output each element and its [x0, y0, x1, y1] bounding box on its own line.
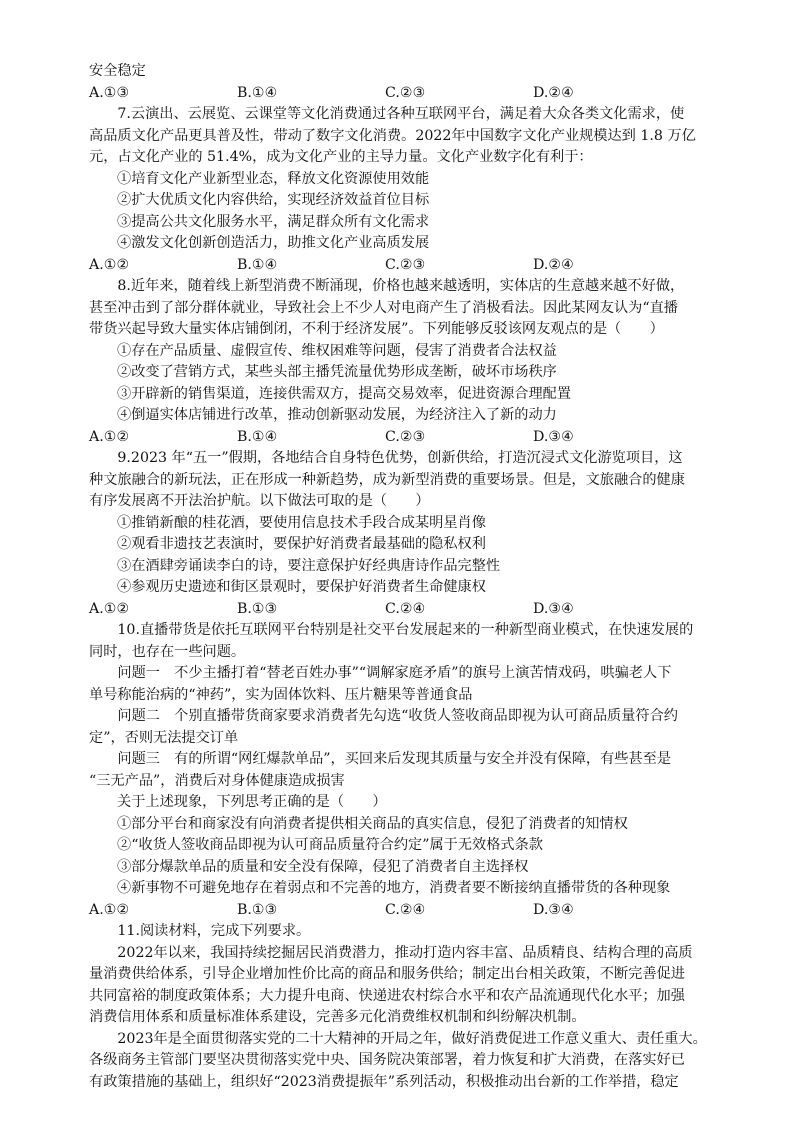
q9-choice-a[interactable]: A.①② — [89, 600, 130, 617]
q11-para1-line-1: 2022年以来，我国持续挖掘居民消费潜力，推动打造内容丰富、品质精良、结构合理的高质 — [117, 944, 693, 961]
q10-problem-2-text: 个别直播带货商家要求消费者先勾选“收货人签收商品即视为认可商品质量符合约 — [174, 708, 678, 724]
q9-stem-line-2: 种文旅融合的新玩法，正在形成一种新趋势，成为新型消费的重要场景。但是，文旅融合的健康 — [89, 471, 685, 488]
q8-option-1: ①存在产品质量、虚假宣传、维权困难等问题，侵害了消费者合法权益 — [117, 342, 557, 359]
q8-option-2: ②改变了营销方式，某些头部主播凭流量优势形成垄断，破坏市场秩序 — [117, 364, 557, 380]
q10-choice-a[interactable]: A.①② — [89, 901, 130, 918]
q10-choices — [89, 900, 737, 922]
exam-page — [89, 61, 737, 1093]
q10-option-1: ①部分平台和商家没有向消费者提供相关商品的真实信息，侵犯了消费者的知情权 — [117, 815, 628, 832]
q10-problem-3-text: 有的所谓“网红爆款单品”，买回来后发现其质量与安全并没有保障，有些甚至是 — [174, 751, 672, 767]
q7-choice-b[interactable]: B.①④ — [237, 256, 278, 273]
q10-question: 关于上述现象，下列思考正确的是（ ） — [117, 794, 387, 810]
q9-stem-line-1: 9.2023 年“五一”假期，各地结合自身特色优势，创新供给，打造沉浸式文化游览项目，这 — [117, 450, 683, 466]
q10-problem-1-line-1 — [89, 663, 737, 685]
q10-problem-2-label: 问题二 — [117, 708, 160, 724]
q8-option-3: ③开辟新的销售渠道，连接供需双方，提高交易效率，促进资源合理配置 — [117, 385, 572, 402]
q11-para2-line-1: 2023年是全面贯彻落实党的二十大精神的开局之年，做好消费促进工作意义重大、责任重大。 — [117, 1030, 707, 1047]
q11-para2-line-3: 有政策措施的基础上，组织好“2023消费提振年”系列活动，积极推动出台新的工作举措，稳定 — [89, 1073, 679, 1090]
q11-heading: 11.阅读材料，完成下列要求。 — [117, 923, 311, 939]
q7-option-1: ①培育文化产业新型业态，释放文化资源使用效能 — [117, 170, 430, 187]
q8-stem-line-2: 甚至冲击到了部分群体就业，导致社会上不少人对电商产生了消极看法。因此某网友认为“直播 — [89, 299, 678, 316]
q8-choice-c[interactable]: C.②③ — [385, 428, 426, 445]
q9-option-4: ④参观历史遗迹和街区景观时，要保护好消费者生命健康权 — [117, 579, 486, 595]
q10-problem-3-line-2: “三无产品”，消费后对身体健康造成损害 — [89, 772, 345, 789]
q8-choices — [89, 427, 737, 449]
q11-para1-line-3: 共同富裕的制度政策体系；大力提升电商、快递进农村综合水平和农产品流通现代化水平；加强 — [89, 987, 685, 1004]
q10-problem-2-line-2: 定”，否则无法提交订单 — [89, 729, 239, 746]
q6-tail-text: 安全稳定 — [89, 63, 146, 79]
q8-stem-line-3: 带货兴起导致大量实体店铺倒闭，不利于经济发展”。下列能够反驳该网友观点的是（ ） — [89, 321, 664, 337]
q10-option-3: ③部分爆款单品的质量和安全没有保障，侵犯了消费者自主选择权 — [117, 858, 529, 875]
q7-choice-a[interactable]: A.①② — [89, 256, 130, 273]
q8-choice-d[interactable]: D.③④ — [533, 428, 574, 445]
q8-choice-a[interactable]: A.①② — [89, 428, 130, 445]
q10-problem-1-label: 问题一 — [117, 665, 160, 681]
q6-choice-b[interactable]: B.①④ — [237, 84, 278, 101]
q9-choice-d[interactable]: D.③④ — [533, 600, 574, 617]
q7-stem-line-2: 高品质文化产品更具普及性，带动了数字文化消费。2022年中国数字文化产业规模达到 1.8 万亿 — [89, 127, 696, 144]
q9-stem-line-3: 有序发展离不开法治护航。以下做法可取的是（ ） — [89, 493, 430, 509]
q6-choices — [89, 83, 737, 105]
q10-problem-3-label: 问题三 — [117, 751, 160, 767]
q11-para1-line-2: 量消费供给体系，引导企业增加性价比高的商品和服务供给；制定出台相关政策，不断完善促进 — [89, 966, 685, 982]
q8-option-4: ④倒逼实体店铺进行改革，推动创新驱动发展，为经济注入了新的动力 — [117, 407, 557, 423]
q8-stem-line-1: 8.近年来，随着线上新型消费不断涌现，价格也越来越透明，实体店的生意越来越不好做， — [117, 278, 685, 294]
q10-problem-1-text: 不少主播打着“替老百姓办事”“调解家庭矛盾”的旗号上演苦情戏码，哄骗老人下 — [174, 665, 672, 681]
q7-option-3: ③提高公共文化服务水平，满足群众所有文化需求 — [117, 213, 430, 230]
q7-choice-d[interactable]: D.②④ — [533, 256, 574, 273]
q10-stem-line-1: 10.直播带货是依托互联网平台特别是社交平台发展起来的一种新型商业模式，在快速发展的 — [117, 622, 694, 638]
q9-choices — [89, 599, 737, 621]
q11-para1-line-4: 消费信用体系和质量标准体系建设，完善多元化消费维权机制和纠纷解决机制。 — [89, 1009, 586, 1025]
q9-choice-b[interactable]: B.①③ — [237, 600, 278, 617]
q7-option-2: ②扩大优质文化内容供给，实现经济效益首位目标 — [117, 192, 430, 208]
q10-choice-d[interactable]: D.③④ — [533, 901, 574, 918]
q7-choices — [89, 255, 737, 277]
q10-problem-1-line-2: 单号称能治病的“神药”，实为固体饮料、压片糖果等普通食品 — [89, 686, 473, 703]
q10-choice-c[interactable]: C.②④ — [385, 901, 426, 918]
q7-choice-c[interactable]: C.②③ — [385, 256, 426, 273]
q10-option-4: ④新事物不可避免地存在着弱点和不完善的地方，消费者要不断接纳直播带货的各种现象 — [117, 880, 671, 896]
q10-problem-3-line-1 — [89, 749, 737, 771]
q10-problem-2-line-1 — [89, 706, 737, 728]
q6-choice-a[interactable]: A.①③ — [89, 84, 130, 101]
q9-option-2: ②观看非遗技艺表演时，要保护好消费者最基础的隐私权利 — [117, 536, 486, 552]
q10-choice-b[interactable]: B.①③ — [237, 901, 278, 918]
q9-option-1: ①推销新酿的桂花酒，要使用信息技术手段合成某明星肖像 — [117, 514, 486, 531]
q8-choice-b[interactable]: B.①④ — [237, 428, 278, 445]
q9-option-3: ③在酒肆旁诵读李白的诗，要注意保护好经典唐诗作品完整性 — [117, 557, 501, 574]
q9-choice-c[interactable]: C.②④ — [385, 600, 426, 617]
q7-stem-line-3: 元，占文化产业的 51.4%，成为文化产业的主导力量。文化产业数字化有利于： — [89, 149, 593, 165]
q10-stem-line-2: 同时，也存在一些问题。 — [89, 643, 246, 660]
q7-stem-line-1: 7.云演出、云展览、云课堂等文化消费通过各种互联网平台，满足着大众各类文化需求，使 — [117, 106, 685, 122]
q6-choice-d[interactable]: D.②④ — [533, 84, 574, 101]
q6-choice-c[interactable]: C.②③ — [385, 84, 426, 101]
q11-para2-line-2: 各级商务主管部门要坚决贯彻落实党中央、国务院决策部署，着力恢复和扩大消费，在落实好已 — [89, 1052, 685, 1068]
q10-option-2: ②“收货人签收商品即视为认可商品质量符合约定”属于无效格式条款 — [117, 837, 543, 853]
q7-option-4: ④激发文化创新创造活力，助推文化产业高质发展 — [117, 235, 430, 251]
